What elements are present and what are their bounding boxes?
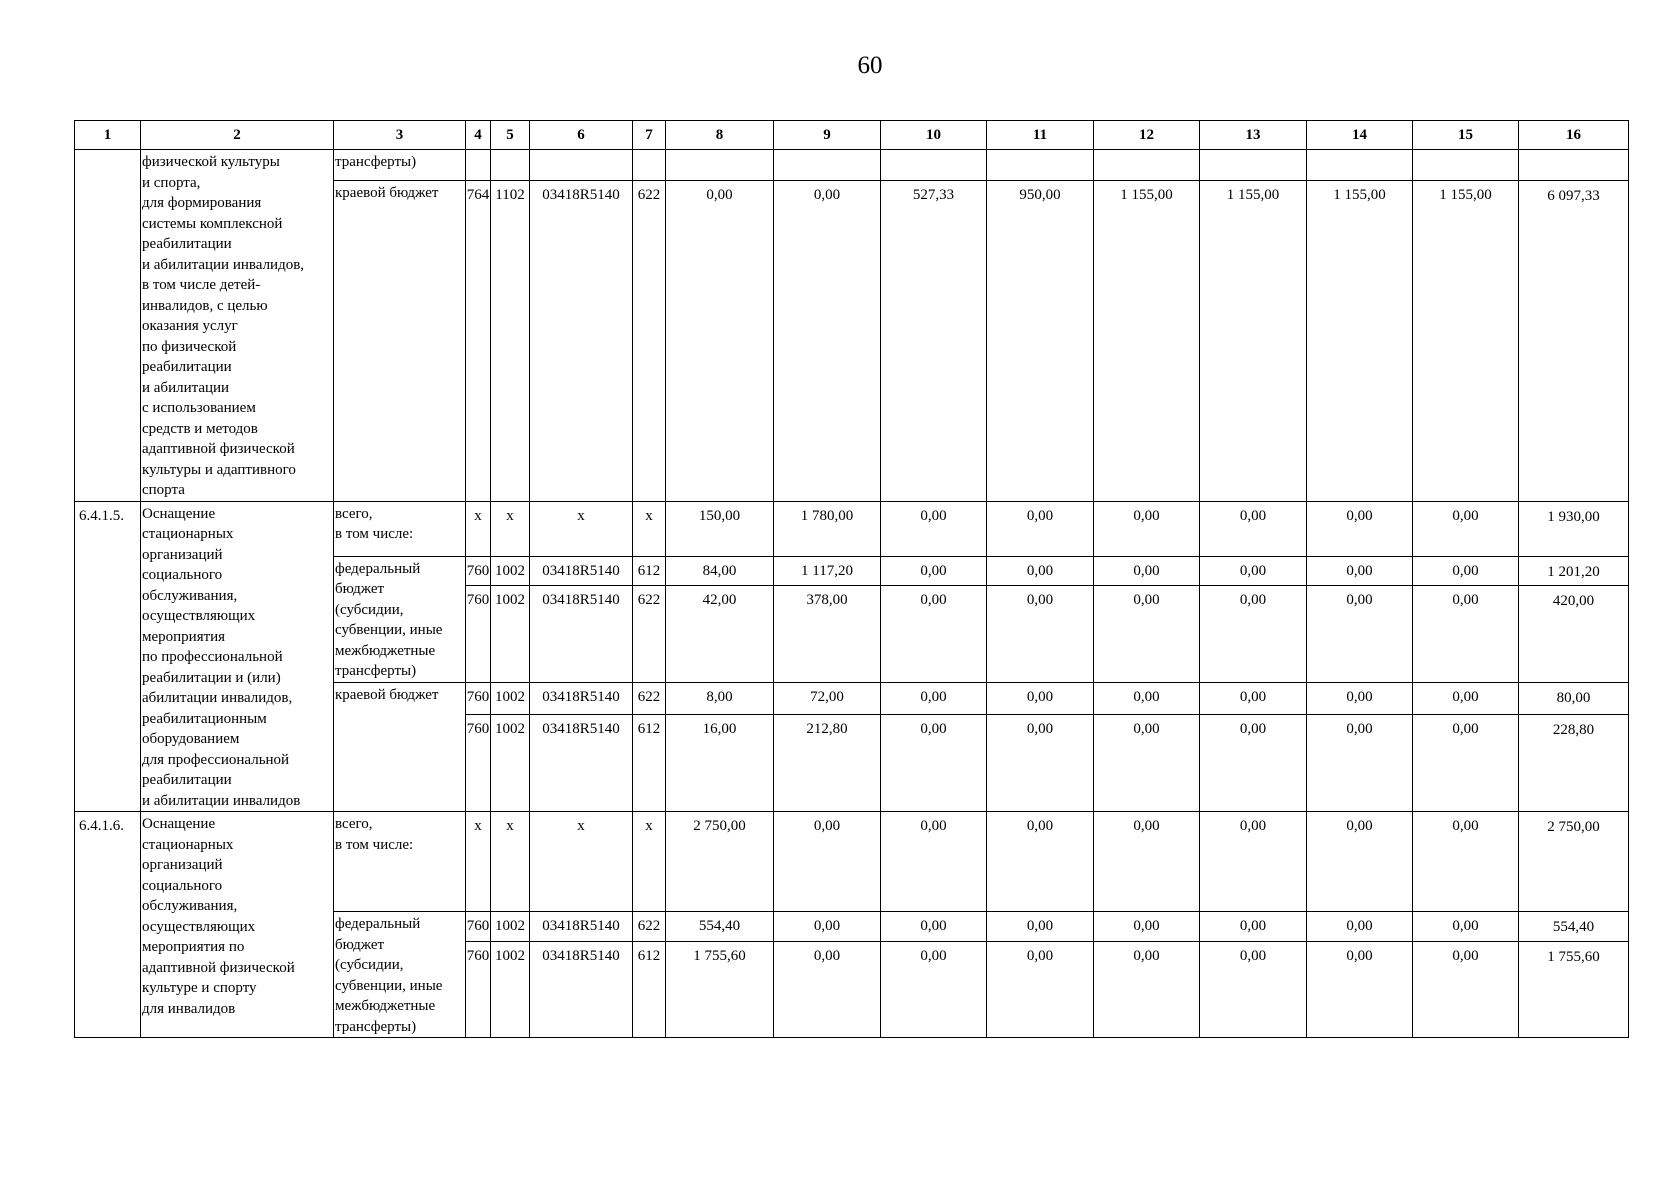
federal-row-cell: 622 xyxy=(633,912,666,942)
regional-row-cell: 760 xyxy=(466,715,491,812)
regional-row-cell: 950,00 xyxy=(987,181,1094,501)
federal-row-cell: 0,00 xyxy=(1413,586,1519,683)
total-row-cell: 0,00 xyxy=(1094,812,1200,912)
regional-row-cell: 16,00 xyxy=(666,715,774,812)
federal-row-cell: 0,00 xyxy=(1200,556,1307,586)
federal-row-cell: 1002 xyxy=(491,556,530,586)
description-cell: физической культуры и спорта, для формирования системы комплексной реабилитации и абилитации инвалидов, в том числе детей- инвалидов, с целью оказания услуг по физической реабилитации и абилитации с использованием средств и методов адаптивной физической культуры и адаптивного спорта xyxy=(141,150,334,502)
federal-row-cell: 03418R5140 xyxy=(530,942,633,1038)
col-header: 10 xyxy=(881,121,987,150)
total-row-cell: 0,00 xyxy=(881,812,987,912)
empty-cell xyxy=(1200,150,1307,181)
empty-cell xyxy=(1307,150,1413,181)
regional-row-cell: 6 097,33 xyxy=(1519,181,1629,501)
regional-row-cell: 612 xyxy=(633,715,666,812)
federal-row-cell: 0,00 xyxy=(881,586,987,683)
regional-row-cell: 764 xyxy=(466,181,491,501)
regional-row-cell: 0,00 xyxy=(1413,683,1519,715)
regional-row-cell: 0,00 xyxy=(987,683,1094,715)
regional-row-cell: 0,00 xyxy=(1307,715,1413,812)
total-row-cell: 0,00 xyxy=(987,812,1094,912)
regional-row-cell: 0,00 xyxy=(1307,683,1413,715)
source-cell: федеральный бюджет (субсидии, субвенции, иные межбюджетные трансферты) xyxy=(334,912,466,1038)
federal-row-cell: 0,00 xyxy=(987,912,1094,942)
empty-cell xyxy=(466,150,491,181)
col-header: 1 xyxy=(75,121,141,150)
regional-row-cell: 1 155,00 xyxy=(1094,181,1200,501)
col-header: 12 xyxy=(1094,121,1200,150)
federal-row-cell: 612 xyxy=(633,556,666,586)
regional-row-cell: 72,00 xyxy=(774,683,881,715)
total-row-cell: 0,00 xyxy=(987,501,1094,556)
total-row-cell: 0,00 xyxy=(1094,501,1200,556)
regional-row-cell: 0,00 xyxy=(1200,715,1307,812)
federal-row-cell: 1002 xyxy=(491,586,530,683)
federal-row-cell: 0,00 xyxy=(1200,912,1307,942)
federal-row-cell: 1 117,20 xyxy=(774,556,881,586)
empty-cell xyxy=(633,150,666,181)
empty-cell xyxy=(491,150,530,181)
empty-cell xyxy=(774,150,881,181)
federal-row-cell: 760 xyxy=(466,556,491,586)
total-row-cell: 0,00 xyxy=(881,501,987,556)
federal-row-cell: 0,00 xyxy=(1307,942,1413,1038)
col-header: 13 xyxy=(1200,121,1307,150)
col-header: 6 xyxy=(530,121,633,150)
federal-row-cell: 0,00 xyxy=(1413,912,1519,942)
total-row-cell: 1 930,00 xyxy=(1519,501,1629,556)
regional-row-cell: 03418R5140 xyxy=(530,683,633,715)
federal-row-cell: 0,00 xyxy=(1200,942,1307,1038)
federal-row-cell: 0,00 xyxy=(1094,556,1200,586)
federal-row-cell: 03418R5140 xyxy=(530,912,633,942)
regional-row-cell: 8,00 xyxy=(666,683,774,715)
federal-row-cell: 0,00 xyxy=(987,556,1094,586)
regional-row-cell: 1 155,00 xyxy=(1200,181,1307,501)
empty-cell xyxy=(881,150,987,181)
federal-row-cell: 622 xyxy=(633,586,666,683)
total-row-cell: x xyxy=(491,812,530,912)
item-description: Оснащение стационарных организаций социального обслуживания, осуществляющих мероприятия по адаптивной физической культуре и спорту для инвалидов xyxy=(141,812,334,1038)
federal-row-cell: 1 755,60 xyxy=(1519,942,1629,1038)
federal-row-cell: 84,00 xyxy=(666,556,774,586)
total-row-cell: 0,00 xyxy=(1200,812,1307,912)
total-row-cell: 0,00 xyxy=(774,812,881,912)
total-row-cell: x xyxy=(633,812,666,912)
total-row-cell: 150,00 xyxy=(666,501,774,556)
federal-row-cell: 0,00 xyxy=(1307,556,1413,586)
total-row-cell: x xyxy=(633,501,666,556)
empty-cell xyxy=(666,150,774,181)
item-index: 6.4.1.5. xyxy=(75,501,141,812)
total-row-cell: 0,00 xyxy=(1307,812,1413,912)
total-row-cell: 2 750,00 xyxy=(666,812,774,912)
federal-row-cell: 420,00 xyxy=(1519,586,1629,683)
federal-row-cell: 0,00 xyxy=(1200,586,1307,683)
regional-row-cell: 0,00 xyxy=(666,181,774,501)
regional-row-cell: 760 xyxy=(466,683,491,715)
regional-row-cell: 03418R5140 xyxy=(530,181,633,501)
total-row-cell: 0,00 xyxy=(1307,501,1413,556)
regional-row-cell: 0,00 xyxy=(1094,683,1200,715)
regional-row-cell: 0,00 xyxy=(1413,715,1519,812)
regional-row-cell: 622 xyxy=(633,683,666,715)
total-row-cell: x xyxy=(530,501,633,556)
source-cell: краевой бюджет xyxy=(334,683,466,812)
regional-row-cell: 622 xyxy=(633,181,666,501)
col-header: 5 xyxy=(491,121,530,150)
federal-row-cell: 0,00 xyxy=(1094,586,1200,683)
col-header: 4 xyxy=(466,121,491,150)
source-cell: федеральный бюджет (субсидии, субвенции, иные межбюджетные трансферты) xyxy=(334,556,466,683)
federal-row-cell: 1002 xyxy=(491,942,530,1038)
federal-row-cell: 03418R5140 xyxy=(530,556,633,586)
item-description: Оснащение стационарных организаций социального обслуживания, осуществляющих мероприятия по профессиональной реабилитации и (или) абилитации инвалидов, реабилитационным оборудованием для профессиональной реабилитации и абилитации инвалидов xyxy=(141,501,334,812)
table-row xyxy=(75,150,1629,181)
federal-row-cell: 760 xyxy=(466,942,491,1038)
federal-row-cell: 0,00 xyxy=(1094,912,1200,942)
federal-row-cell: 0,00 xyxy=(1307,586,1413,683)
total-row-cell: 0,00 xyxy=(1413,501,1519,556)
empty-cell xyxy=(1413,150,1519,181)
col-header: 2 xyxy=(141,121,334,150)
empty-cell xyxy=(1094,150,1200,181)
regional-row-cell: 0,00 xyxy=(1094,715,1200,812)
federal-row-cell: 0,00 xyxy=(987,586,1094,683)
col-header: 14 xyxy=(1307,121,1413,150)
federal-row-cell: 0,00 xyxy=(1094,942,1200,1038)
federal-row-cell: 760 xyxy=(466,586,491,683)
federal-row-cell: 612 xyxy=(633,942,666,1038)
table-row xyxy=(75,812,1629,912)
federal-row-cell: 0,00 xyxy=(774,912,881,942)
regional-row-cell: 1002 xyxy=(491,683,530,715)
total-row-cell: 0,00 xyxy=(1200,501,1307,556)
total-row-cell: x xyxy=(466,501,491,556)
federal-row-cell: 1 201,20 xyxy=(1519,556,1629,586)
item-index: 6.4.1.6. xyxy=(75,812,141,1038)
federal-row-cell: 1 755,60 xyxy=(666,942,774,1038)
total-row-cell: x xyxy=(530,812,633,912)
col-header: 8 xyxy=(666,121,774,150)
col-header: 9 xyxy=(774,121,881,150)
source-cell: всего, в том числе: xyxy=(334,812,466,912)
federal-row-cell: 760 xyxy=(466,912,491,942)
regional-row-cell: 03418R5140 xyxy=(530,715,633,812)
federal-row-cell: 0,00 xyxy=(881,556,987,586)
header-row xyxy=(75,121,1629,150)
federal-row-cell: 0,00 xyxy=(774,942,881,1038)
regional-row-cell: 212,80 xyxy=(774,715,881,812)
regional-row-cell: 0,00 xyxy=(1200,683,1307,715)
regional-row-cell: 80,00 xyxy=(1519,683,1629,715)
col-header: 3 xyxy=(334,121,466,150)
source-cell: краевой бюджет xyxy=(334,181,466,501)
federal-row-cell: 0,00 xyxy=(1413,556,1519,586)
regional-row-cell: 0,00 xyxy=(881,715,987,812)
total-row-cell: 1 780,00 xyxy=(774,501,881,556)
federal-row-cell: 0,00 xyxy=(1307,912,1413,942)
federal-row-cell: 0,00 xyxy=(881,942,987,1038)
index-cell xyxy=(75,150,141,502)
regional-row-cell: 1002 xyxy=(491,715,530,812)
col-header: 15 xyxy=(1413,121,1519,150)
regional-row-cell: 1102 xyxy=(491,181,530,501)
total-row-cell: x xyxy=(491,501,530,556)
regional-row-cell: 0,00 xyxy=(774,181,881,501)
total-row-cell: x xyxy=(466,812,491,912)
federal-row-cell: 554,40 xyxy=(666,912,774,942)
regional-row-cell: 228,80 xyxy=(1519,715,1629,812)
table-row xyxy=(75,501,1629,556)
page-number: 60 xyxy=(857,52,883,79)
regional-row-cell: 1 155,00 xyxy=(1413,181,1519,501)
empty-cell xyxy=(530,150,633,181)
budget-table xyxy=(74,120,1629,1038)
federal-row-cell: 554,40 xyxy=(1519,912,1629,942)
federal-row-cell: 03418R5140 xyxy=(530,586,633,683)
empty-cell xyxy=(1519,150,1629,181)
col-header: 16 xyxy=(1519,121,1629,150)
federal-row-cell: 0,00 xyxy=(1413,942,1519,1038)
source-cell: трансферты) xyxy=(334,150,466,181)
regional-row-cell: 527,33 xyxy=(881,181,987,501)
regional-row-cell: 1 155,00 xyxy=(1307,181,1413,501)
total-row-cell: 2 750,00 xyxy=(1519,812,1629,912)
regional-row-cell: 0,00 xyxy=(881,683,987,715)
source-cell: всего, в том числе: xyxy=(334,501,466,556)
federal-row-cell: 378,00 xyxy=(774,586,881,683)
federal-row-cell: 1002 xyxy=(491,912,530,942)
total-row-cell: 0,00 xyxy=(1413,812,1519,912)
federal-row-cell: 0,00 xyxy=(987,942,1094,1038)
regional-row-cell: 0,00 xyxy=(987,715,1094,812)
col-header: 11 xyxy=(987,121,1094,150)
federal-row-cell: 0,00 xyxy=(881,912,987,942)
col-header: 7 xyxy=(633,121,666,150)
federal-row-cell: 42,00 xyxy=(666,586,774,683)
empty-cell xyxy=(987,150,1094,181)
